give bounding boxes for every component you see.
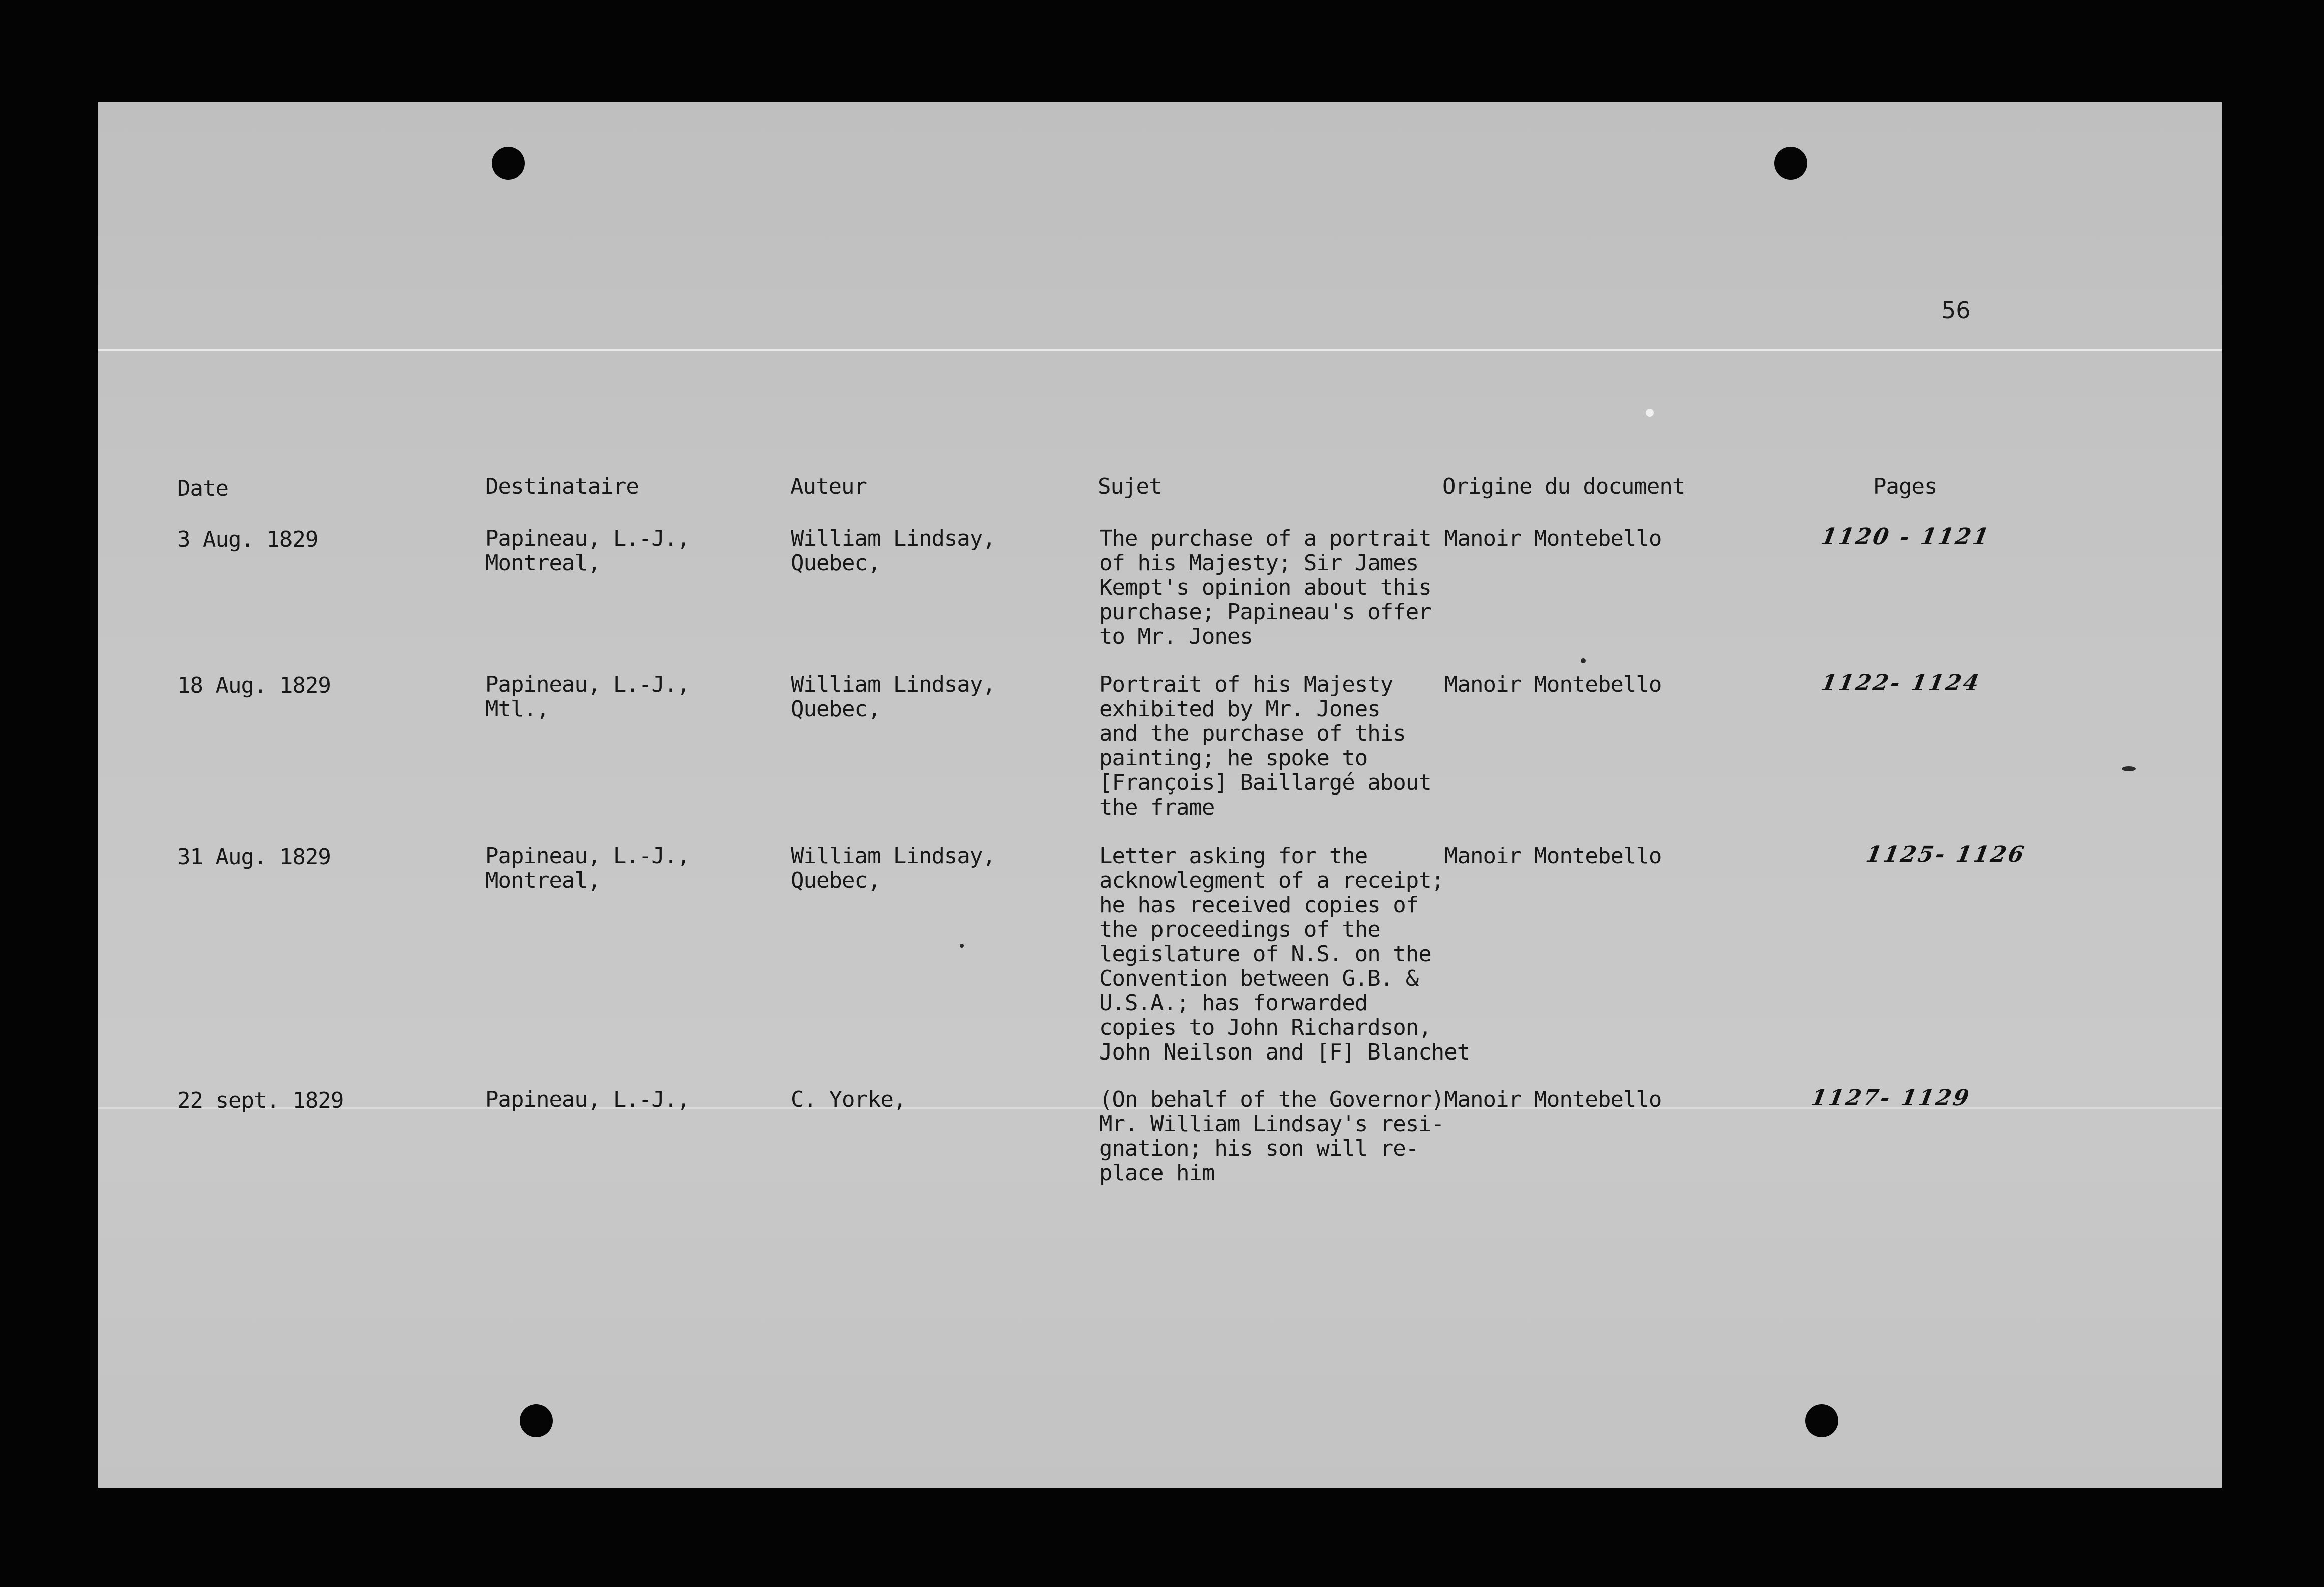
entry-sujet-line: Kempt's opinion about this <box>1099 575 1431 600</box>
entry-destinataire-line: Papineau, L.-J., <box>485 1087 690 1112</box>
index-card <box>98 102 2222 1488</box>
entry-sujet-line: exhibited by Mr. Jones <box>1099 696 1380 722</box>
entry-sujet-line: place him <box>1099 1160 1215 1186</box>
entry-destinataire-line: Montreal, <box>485 550 601 576</box>
entry-auteur-line: Quebec, <box>791 868 881 893</box>
page-number: 56 <box>1941 297 1971 324</box>
entry-sujet-line: purchase; Papineau's offer <box>1099 599 1431 625</box>
header-pages: Pages <box>1873 474 1937 499</box>
entry-sujet-line: the frame <box>1099 795 1215 820</box>
header-date: Date <box>177 476 228 501</box>
entry-sujet-line: U.S.A.; has forwarded <box>1099 990 1368 1016</box>
entry-sujet-line: (On behalf of the Governor) <box>1099 1087 1444 1112</box>
entry-sujet-line: legislature of N.S. on the <box>1099 941 1431 967</box>
top-rule <box>98 349 2222 351</box>
entry-auteur-line: Quebec, <box>791 550 881 576</box>
entry-date: 18 Aug. 1829 <box>177 673 331 698</box>
punch-hole-top-left <box>492 147 525 180</box>
header-destinataire: Destinataire <box>485 474 639 499</box>
entry-sujet-line: acknowlegment of a receipt; <box>1099 868 1444 893</box>
speck-dot <box>1581 658 1586 663</box>
entry-origine: Manoir Montebello <box>1444 525 1662 551</box>
header-origine: Origine du document <box>1442 474 1685 499</box>
speck-dot <box>2122 766 2136 771</box>
entry-pages-handwritten: 1122- 1124 <box>1819 670 1983 696</box>
entry-sujet-line: The purchase of a portrait <box>1099 525 1431 551</box>
entry-destinataire-line: Mtl., <box>485 696 549 722</box>
entry-origine: Manoir Montebello <box>1444 1087 1662 1112</box>
entry-origine: Manoir Montebello <box>1444 672 1662 697</box>
punch-hole-top-right <box>1774 147 1807 180</box>
entry-date: 3 Aug. 1829 <box>177 526 318 552</box>
entry-origine: Manoir Montebello <box>1444 843 1662 869</box>
entry-destinataire-line: Papineau, L.-J., <box>485 525 690 551</box>
entry-auteur-line: William Lindsay, <box>791 672 995 697</box>
punch-hole-bottom-right <box>1805 1404 1838 1437</box>
entry-sujet-line: Convention between G.B. & <box>1099 966 1419 991</box>
speck-dot <box>1646 409 1654 417</box>
entry-auteur-line: Quebec, <box>791 696 881 722</box>
entry-pages-handwritten: 1127- 1129 <box>1809 1085 1973 1111</box>
entry-pages-handwritten: 1125- 1126 <box>1864 842 2028 867</box>
entry-auteur-line: C. Yorke, <box>791 1087 906 1112</box>
header-auteur: Auteur <box>790 474 867 499</box>
entry-sujet-line: Portrait of his Majesty <box>1099 672 1393 697</box>
entry-sujet-line: painting; he spoke to <box>1099 745 1368 771</box>
entry-sujet-line: he has received copies of <box>1099 892 1419 918</box>
entry-sujet-line: gnation; his son will re- <box>1099 1136 1419 1161</box>
entry-date: 31 Aug. 1829 <box>177 844 331 870</box>
entry-sujet-line: Mr. William Lindsay's resi- <box>1099 1111 1444 1137</box>
speck-dot <box>960 944 964 948</box>
entry-sujet-line: of his Majesty; Sir James <box>1099 550 1419 576</box>
entry-sujet-line: copies to John Richardson, <box>1099 1015 1431 1040</box>
entry-sujet-line: Letter asking for the <box>1099 843 1368 869</box>
entry-destinataire-line: Papineau, L.-J., <box>485 672 690 697</box>
entry-date: 22 sept. 1829 <box>177 1088 344 1113</box>
entry-sujet-line: John Neilson and [F] Blanchet <box>1099 1039 1470 1065</box>
entry-sujet-line: the proceedings of the <box>1099 917 1380 942</box>
entry-pages-handwritten: 1120 - 1121 <box>1819 524 1993 550</box>
punch-hole-bottom-left <box>520 1404 553 1437</box>
entry-destinataire-line: Papineau, L.-J., <box>485 843 690 869</box>
entry-destinataire-line: Montreal, <box>485 868 601 893</box>
entry-sujet-line: and the purchase of this <box>1099 721 1406 746</box>
entry-sujet-line: [François] Baillargé about <box>1099 770 1431 796</box>
entry-sujet-line: to Mr. Jones <box>1099 624 1253 649</box>
header-sujet: Sujet <box>1098 474 1162 499</box>
entry-auteur-line: William Lindsay, <box>791 843 995 869</box>
entry-auteur-line: William Lindsay, <box>791 525 995 551</box>
